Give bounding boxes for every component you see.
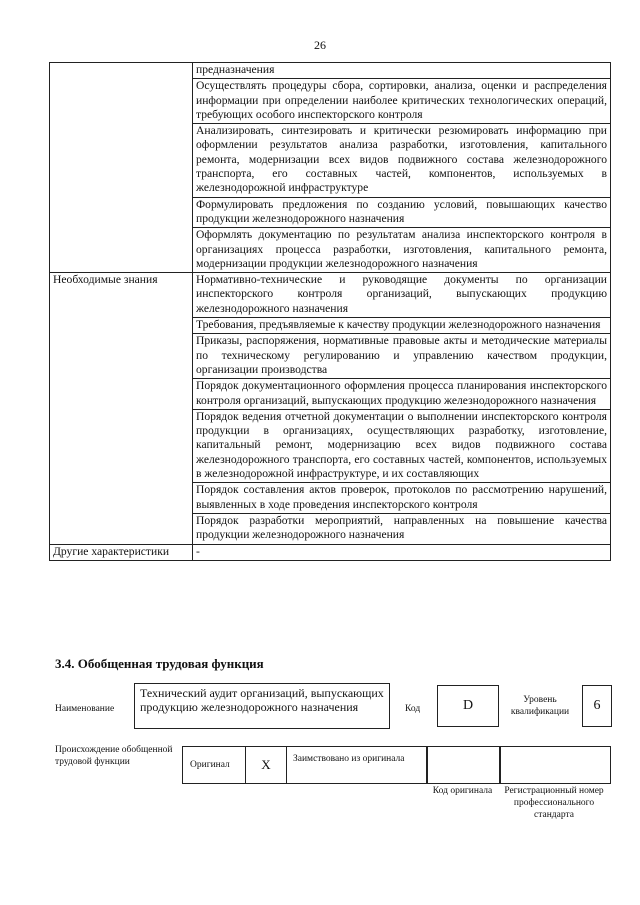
row-label [50,379,193,410]
row-label [50,228,193,273]
page-number: 26 [314,38,326,52]
row-text: предназначения [193,63,611,79]
table-row [50,379,611,410]
row-label [50,334,193,379]
row-label: Необходимые знания [50,273,193,318]
reg-nomer-box [499,746,611,784]
row-text: Порядок разработки мероприятий, направленных на повышение качества продукции железнодорожного назначения [193,513,611,544]
naimenovanie-box [134,683,390,729]
original-mark: X [246,747,287,783]
row-text: Осуществлять процедуры сбора, сортировки, анализа, оценки и распределения информации при определении наиболее критических технологических операций, требующих особого инспекторского контроля [193,79,611,124]
row-text: Формулировать предложения по созданию условий, повышающих качество продукции железнодорожного назначения [193,197,611,228]
row-label [50,318,193,334]
row-text: Оформлять документацию по результатам анализа инспекторского контроля в организациях процесса разработки, изготовления, капитального ремонта, модернизации продукции железнодорожного назначения [193,228,611,273]
row-text: Анализировать, синтезировать и критически резюмировать информацию при оформлении результатов анализа разработки, изготовления, капитального ремонта, модернизации всех видов подвижного состава железнодорожного транспорта, его составных частей, компонентов, используемых в железнодорожной инфраструктуре [193,124,611,197]
table-row [50,273,611,318]
zaimstvovano-label: Заимствовано из оригинала [293,754,405,764]
table-row [50,124,611,197]
row-label [50,513,193,544]
table-row [50,228,611,273]
kod-value: D [437,685,499,727]
kod-originala-label: Код оригинала [432,786,493,796]
table-row [50,409,611,482]
naimenovanie-label: Наименование [55,704,115,714]
skills-knowledge-table [49,62,611,561]
row-text: Порядок документационного оформления процесса планирования инспекторского контроля организаций, выпускающих продукцию железнодорожного назначения [193,379,611,410]
table-row [50,334,611,379]
row-text: Требования, предъявляемые к качеству продукции железнодорожного назначения [193,318,611,334]
row-text: Порядок ведения отчетной документации о выполнении инспекторского контроля продукции в организациях, осуществляющих разработку, изготовление, капитальный ремонт, модернизацию всех видов подвижного состава железнодорожного транспорта, его составных частей, компонентов, используемых в железнодорожной инфраструктуре, и их составляющих [193,409,611,482]
row-label: Другие характеристики [50,544,193,560]
table-row [50,63,611,79]
row-text: Приказы, распоряжения, нормативные правовые акты и методические материалы по техническому регулированию и управлению качеством продукции, организации производства [193,334,611,379]
uroven-value: 6 [582,685,612,727]
original-label: Оригинал [190,760,230,770]
row-label [50,483,193,514]
kod-label: Код [405,704,421,714]
table-row [50,197,611,228]
row-label [50,409,193,482]
origin-table [182,746,428,784]
table-row [50,79,611,124]
table-row [50,318,611,334]
kod-originala-box [426,746,501,784]
proiskhozhdenie-label: Происхождение обобщенной трудовой функции [55,745,173,767]
row-label [50,63,193,79]
row-label [50,197,193,228]
reg-nomer-label: Регистрационный номер профессионального стандарта [504,786,604,820]
table-row [50,544,611,560]
row-label [50,124,193,197]
naimenovanie-value: Технический аудит организаций, выпускающих продукцию железнодорожного назначения [140,686,384,714]
table-row [50,513,611,544]
table-row [50,483,611,514]
row-label [50,79,193,124]
row-text: Порядок составления актов проверок, протоколов по рассмотрению нарушений, выявленных в ходе проведения инспекторского контроля [193,483,611,514]
uroven-label: Уровень квалификации [510,695,570,717]
section-title: 3.4. Обобщенная трудовая функция [55,656,264,671]
row-text: - [193,544,611,560]
row-text: Нормативно-технические и руководящие документы по организации инспекторского контроля организаций, выпускающих продукцию железнодорожного назначения [193,273,611,318]
